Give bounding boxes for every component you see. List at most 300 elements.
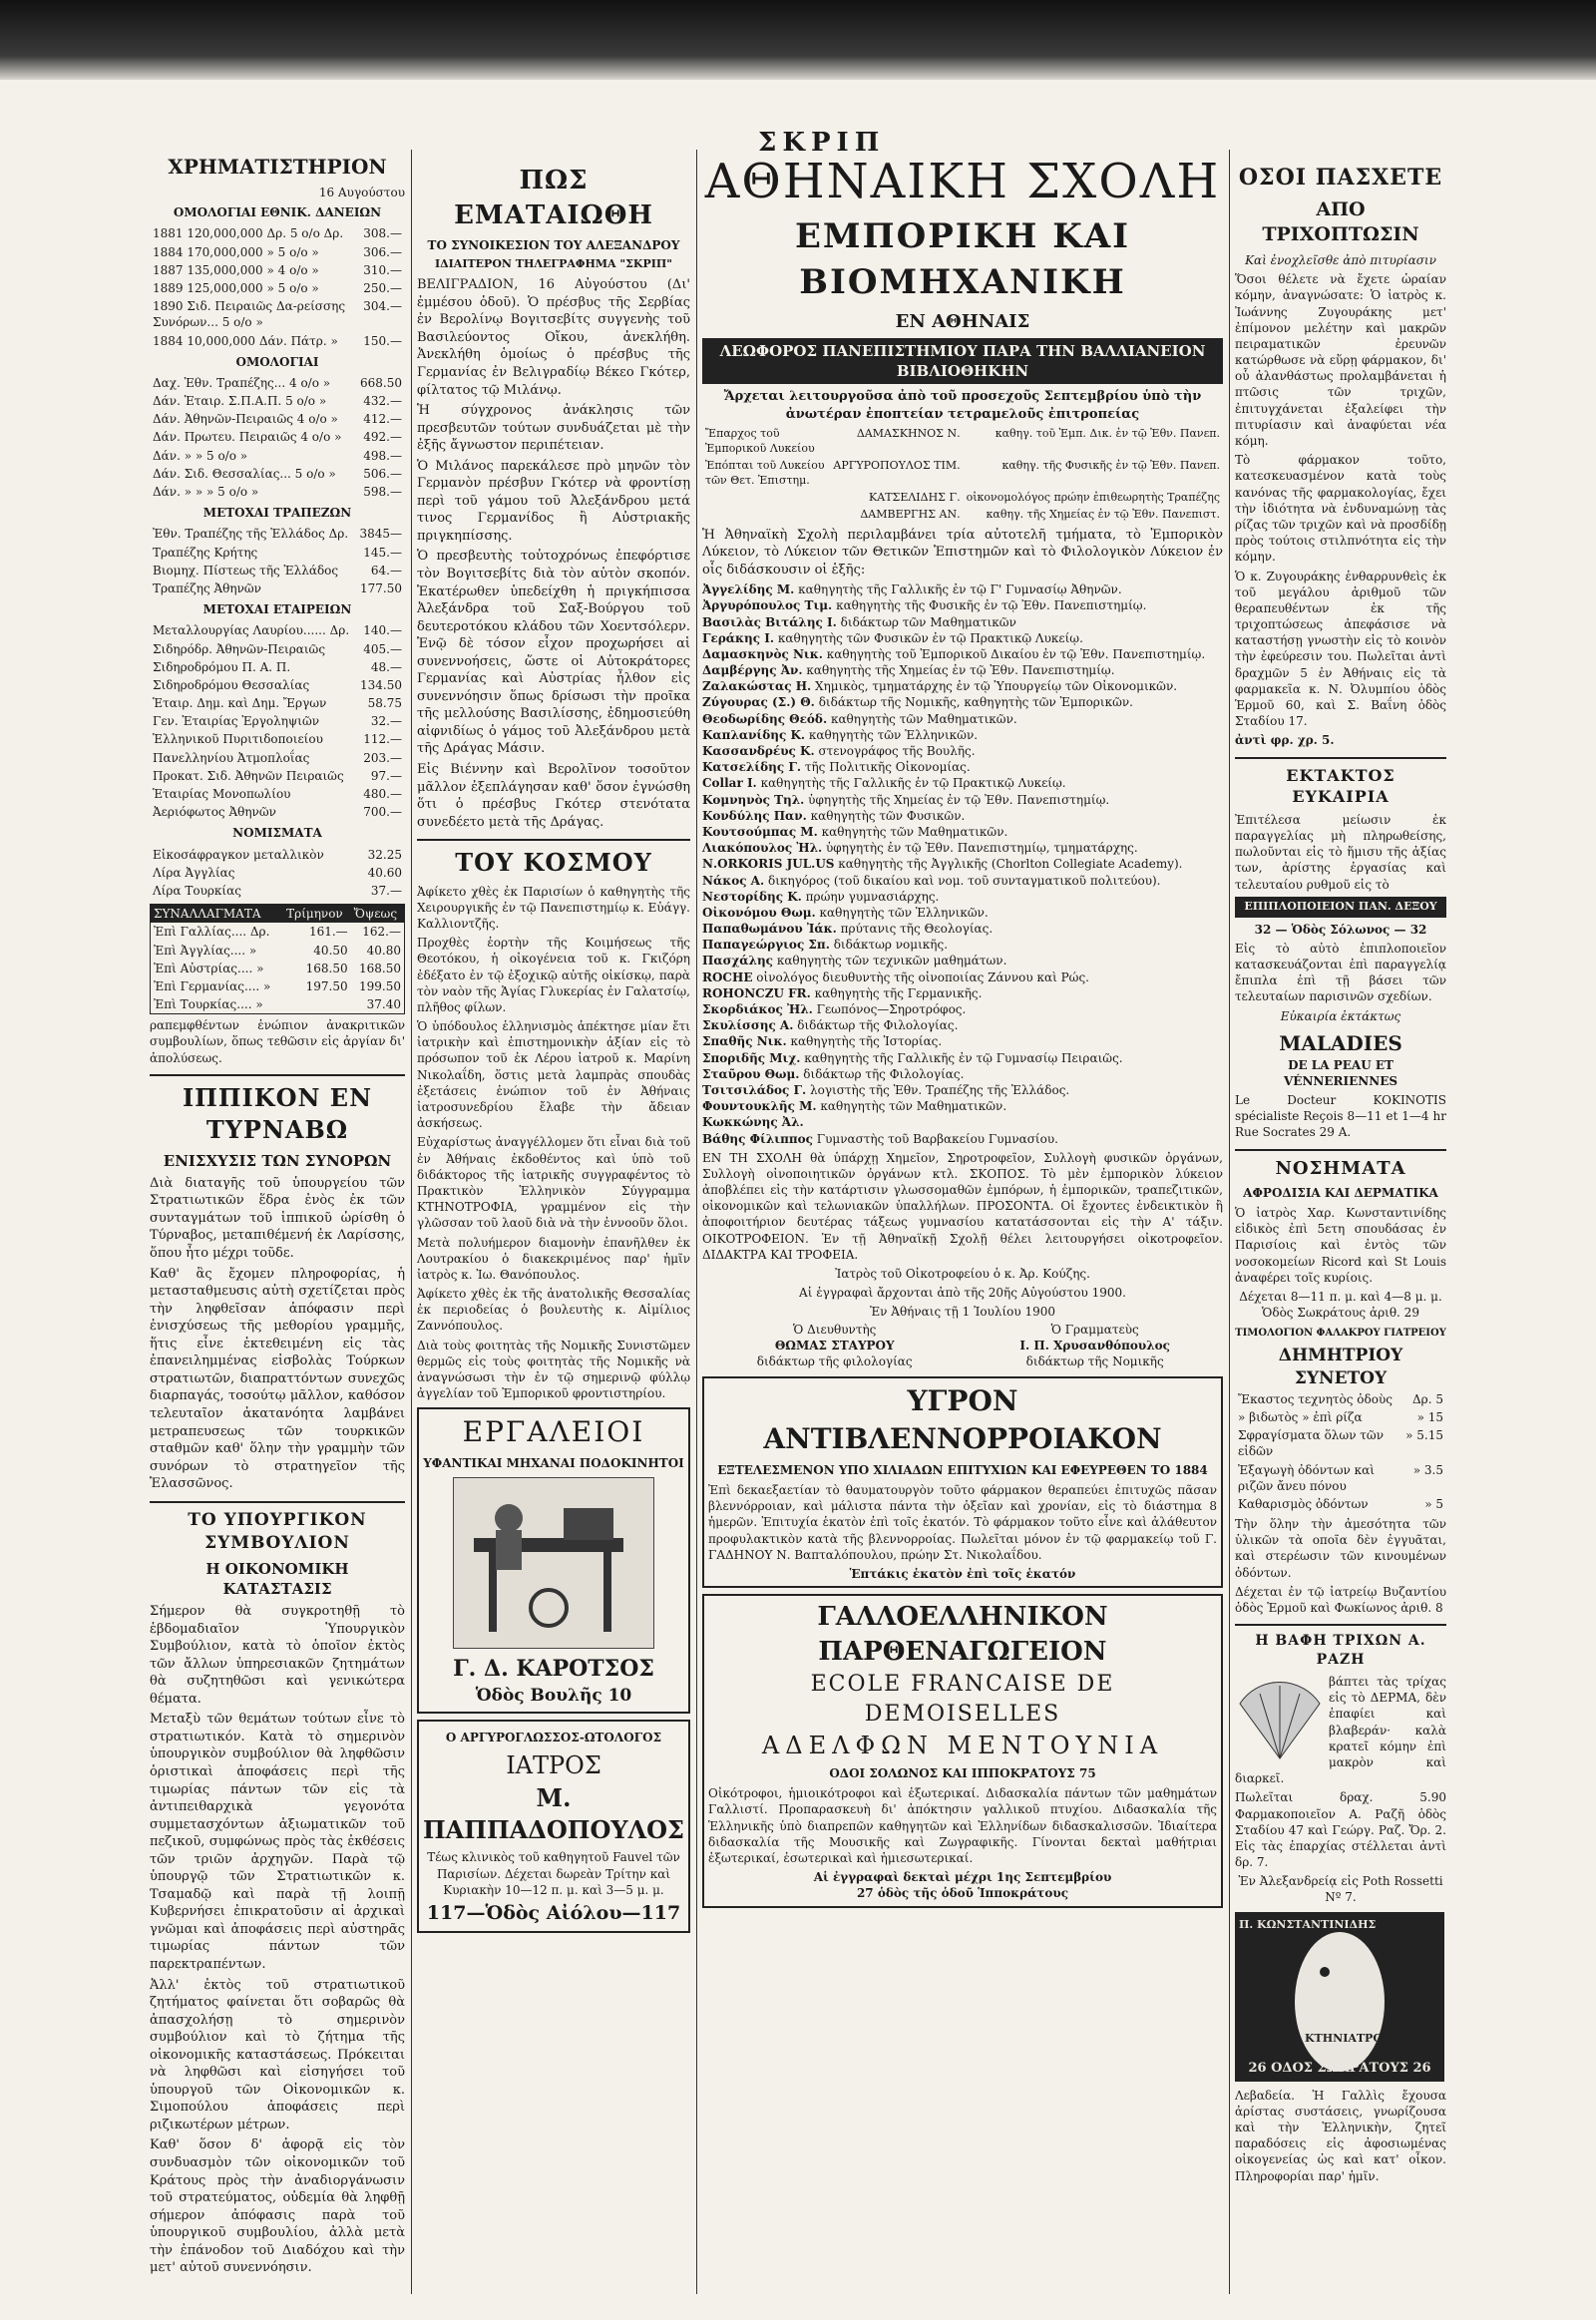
advert-hours: Δέχεται 8—11 π. μ. καὶ 4—8 μ. μ. [1239,1290,1442,1305]
subheadline: ΤΟ ΣΥΝΟΙΚΕΣΙΟΝ ΤΟΥ ΑΛΕΞΑΝΔΡΟΥ [427,238,680,253]
subheadline: ΑΦΡΟΔΙΣΙΑ ΚΑΙ ΔΕΡΜΑΤΙΚΑ [1243,1185,1438,1200]
cell-label: Λίρα Τουρκίας [153,883,241,898]
advert-french-title: ECOLE FRANCAISE DE DEMOISELLES [810,1672,1115,1727]
teacher-role: διδάκτωρ τῆς Νομικῆς, καθηγητὴς τῶν Ἐμπορικῶν. [818,695,1133,710]
cell-label: Ἑταιρ. Δημ. καὶ Δημ. Ἔργων [153,696,327,711]
table-row [150,297,405,331]
headline: ΕΚΤΑΚΤΟΣ ΕΥΚΑΙΡΙΑ [1235,757,1446,808]
scan-top-band [0,0,1596,80]
teacher-role: ὑφηγητὴς τῆς Χημείας ἐν τῷ Ἐθν. Πανεπιστημίῳ. [808,792,1110,807]
teacher-entry [702,630,1223,646]
teachers-list [702,581,1223,1147]
cell-label: 1889 125,000,000 » 5 ο/ο » [153,280,319,295]
teacher-role: καθηγητὴς τῶν Μαθηματικῶν. [821,824,1008,839]
article-paragraph: ΒΕΛΙΓΡΑΔΙΟΝ, 16 Αὐγούστου (Δι' ἐμμέσου ὁδοῦ). Ὁ πρέσβυς τῆς Σερβίας ἐν Βερολίνῳ Βογιτσεβίτς συγγενὴς τοῦ Βασιλεύοντος Οἴκου, ἀνεκλήθη. Ἀνεκλήθη ὁμοίως ὁ πρέσβυς τῆς Γερμανίας ἐν Βελιγραδίῳ Βέκεο Γκότερ, φίλτατος τῷ Μιλάνῳ. [417,277,690,398]
table-row [1235,1426,1446,1460]
teacher-role: καθηγητὴς τῶν Φυσικῶν. [810,808,966,823]
teacher-entry [702,614,1223,630]
shop-name: ΕΠΙΠΛΟΠΟΙΕΙΟΝ ΠΑΝ. ΔΕΞΟΥ [1235,897,1446,918]
cell-value: 58.75 [367,696,402,711]
cell-label: Ἑταιρίας Μονοπωλίου [153,787,291,801]
advert-address: 27 ὁδὸς τῆς ὁδοῦ Ἱπποκράτους [856,1886,1069,1901]
teacher-entry [702,581,1223,597]
table-row [150,694,405,712]
girls-school-advert [702,1594,1223,1907]
table-row [1235,1390,1446,1408]
teacher-name: Βάθης Φίλιππος [702,1131,813,1146]
cell-label: Βιομηχ. Πίστεως τῆς Ἑλλάδος [153,563,339,578]
table-row [151,977,405,995]
school-notes: ΕΝ ΤΗ ΣΧΟΛΗ θὰ ὑπάρχῃ Χημεῖον, Σηροτροφεῖον, Συλλογὴ φυσικῶν ὀργάνων, Συλλογὴ οἰνοποιητικῶν ὀργάνων κτλ. ΣΚΟΠΟΣ. Τὸ μὲν ἐμπορικὸν λύκειον ἀποβλέπει εἰς τὴν κατάρτισιν γλωσσομαθῶν ἐμπόρων, ἡ ἐμπορικῶν, τραπεζιτικῶν, οἰκονομικῶν καὶ τελωνιακῶν ὑπαλλήλων. ΠΡΟΣΟΝΤΑ. Οἱ ἔχοντες ἐνδεικτικὸν ἢ ἀποφοιτήριον δευτέρας τάξεως γυμνασίου κατατάσσονται εἰς τὴν Α' τάξιν. ΟΙΚΟΤΡΟΦΕΙΟΝ. Ἐν τῇ Ἀθηναϊκῇ Σχολῇ θέλει λειτουργήσει οἰκοτροφεῖον. ΔΙΔΑΚΤΡΑ ΚΑΙ ΤΡΟΦΕΙΑ. [702,1150,1223,1262]
advert-name: ΑΔΕΛΦΩΝ ΜΕΝΤΟΥΝΙΑ [761,1731,1164,1759]
cell-value: 306.— [363,244,402,259]
teacher-entry [702,824,1223,840]
advert-address: Ὁδὸς Σωκράτους ἀριθ. 29 [1262,1306,1419,1321]
teacher-entry [702,921,1223,937]
cell-label: Δάν. » » » 5 ο/ο » [153,485,259,499]
section-title: ΜΕΤΟΧΑΙ ΕΤΑΙΡΕΙΩΝ [202,602,352,617]
teacher-name: Ζύγουρας (Σ.) Θ. [702,695,815,710]
cell-value: 700.— [363,805,402,820]
article-paragraph: Διὰ τοὺς φοιτητὰς τῆς Νομικῆς Συνιστῶμεν θερμῶς εἰς τοὺς φοιτητὰς τῆς Νομικῆς νὰ ἀναγνώσωσι τὴν ἐν τῷ σημερινῷ φύλλῳ ἀγγελίαν τοῦ Ἐμπορικοῦ φροντιστηρίου. [417,1338,690,1401]
cell-label: Ἔκαστος τεχνητὸς ὀδοὺς [1238,1391,1393,1406]
advert-address: Ἐν Ἀλεξανδρείᾳ εἰς Pοth Rossetti Nº 7. [1238,1874,1443,1905]
teacher-name: Κομνηνὸς Τηλ. [702,792,805,807]
remedy-advert [702,1376,1223,1588]
cell-label: Ἐπὶ Γερμανίας.... » [154,978,271,993]
table-row [150,712,405,730]
cell-label: Σιδηρόδρ. Ἀθηνῶν-Πειραιῶς [153,641,326,656]
teacher-entry [702,1066,1223,1082]
teacher-entry [702,646,1223,662]
teacher-name: Σκυλίσσης Α. [702,1018,794,1033]
cell-label: 1881 120,000,000 Δρ. 5 ο/ο Δρ. [153,226,344,241]
adverts-column [1235,150,1446,2187]
cell-value [283,995,351,1014]
tools-advert [417,1407,690,1714]
cell-label: Δάν. Πρωτευ. Πειραιῶς 4 ο/ο » [153,430,342,445]
teacher-role: διδάκτωρ τῆς Φιλολογίας. [803,1066,965,1081]
advert-text: Ὅσοι θέλετε νὰ ἔχετε ὡραίαν κόμην, ἀναγνώσατε: Ὁ ἰατρὸς κ. Ἰωάννης Ζυγουράκης μετ' ἐπίμονον μελέτην καὶ μακρῶν πειραματικῶν ἐρευνῶν κατώρθωσε νὰ εὕρῃ φάρμακον, δι' οὗ ἀλανθάστως προλαμβάνεται ἡ πτῶσις τῶν τριχῶν, ἐπιτυγχάνεται ἐξαλείφει τὴν πιτυρίασιν καὶ ἀναφύεται νέα κόμη. [1235,272,1446,449]
subheadline: ΕΝΙΣΧΥΣΙΣ ΤΩΝ ΣΥΝΟΡΩΝ [163,1151,392,1170]
teacher-role: καθηγητὴς τῆς Φυσικῆς ἐν τῷ Ἐθν. Πανεπιστημίῳ. [836,598,1147,613]
cell-value: 37.40 [366,997,401,1012]
cell-value: 40.80 [366,943,401,958]
fx-header: Τρίμηνον [286,907,343,922]
teacher-role: καθηγητὴς τοῦ Ἐμπορικοῦ Δικαίου ἐν τῷ Ἐθν. Πανεπιστημίῳ. [826,646,1206,661]
teacher-entry [702,792,1223,808]
teacher-entry [702,759,1223,775]
table-row [1235,1461,1446,1495]
teacher-name: Σποριδῆς Μιχ. [702,1050,801,1065]
teacher-name: Ἀργυρόπουλος Τιμ. [702,598,833,613]
teacher-entry [702,840,1223,856]
teacher-entry [702,1082,1223,1098]
teacher-name: Οἰκονόμου Θωμ. [702,905,816,920]
table-row [150,767,405,785]
cell-label: Πανελληνίου Ἀτμοπλοΐας [153,750,310,765]
horse-address: 26 ΟΔΟΣ ΣΩΚΡΑΤΟΥΣ 26 [1248,2061,1431,2077]
news-column [417,150,690,1939]
table-row [150,846,405,864]
cell-label: Γεν. Ἑταιρίας Ἐργοληψιῶν [153,714,320,729]
teacher-entry [702,953,1223,968]
teacher-role: καθηγητὴς τῆς Ἱστορίας. [790,1034,943,1049]
cell-label: Καθαρισμὸς ὀδόντων [1238,1496,1369,1511]
advert-text: Τέως κλινικὸς τοῦ καθηγητοῦ Fauvel τῶν Παρισίων. Δέχεται δωρεὰν Τρίτην καὶ Κυριακὴν 10—12 π. μ. καὶ 3—5 μ. μ. [427,1850,680,1897]
teacher-name: Ἀγγελίδης Μ. [702,582,795,597]
advert-title: ΓΑΛΛΟΕΛΛΗΝΙΚΟΝ ΠΑΡΘΕΝΑΓΩΓΕΙΟΝ [817,1602,1108,1668]
teacher-name: Τσιτσιλάδος Γ. [702,1082,807,1097]
cell-label: 1887 135,000,000 » 4 ο/ο » [153,262,319,277]
cell-label: » βιδωτὸς » ἐπὶ ρίζα [1238,1409,1363,1424]
advert-text: Οἰκότροφοι, ἡμιοικότροφοι καὶ ἐξωτερικαί. Διδασκαλία πάντων τῶν μαθημάτων Γαλλιστί. Προπαρασκευὴ δι' ἀπόκτησιν γαλλικοῦ πτυχίου. Διδασκαλία τῆς Ἑλληνικῆς ὑπὸ διαπρεπῶν καθηγητῶν καὶ Ἑλληνίδων διδασκαλισσῶν. Ἰδιαίτερα διδασκαλία τῆς Μουσικῆς καὶ Ζωγραφικῆς. Γίνονται δεκταὶ μαθήτριαι ἐξωτερικαί, ἐσωτερικαὶ καὶ ἡμιεσωτερικαί. [708,1786,1217,1865]
teacher-entry [702,808,1223,824]
teacher-entry [702,1033,1223,1049]
table-row [702,426,1223,458]
cell-value: 197.50 [305,978,348,993]
advert-title: ΥΓΡΟΝ ΑΝΤΙΒΛΕΝΝΟΡΡΟΙΑΚΟΝ [763,1384,1162,1455]
cell-value: 162.— [362,925,401,940]
teacher-name: Κουτσούμπας Μ. [702,824,818,839]
loans-table [150,224,405,349]
bonds-table [150,374,405,501]
cell-value: 97.— [370,768,402,783]
cell-label: Ἐπόπται τοῦ Λυκείου τῶν Θετ. Ἐπιστημ. [705,459,825,487]
teacher-name: Ν.ORKORIS JUL.US [702,857,835,872]
table-row [150,544,405,562]
cell-label: Μεταλλουργίας Λαυρίου...... Δρ. [153,623,350,638]
teacher-name: Δαμβέργης Ἀν. [702,663,803,678]
advert-tag: Ἑπτάκις ἑκατὸν ἐπὶ τοῖς ἑκατόν [849,1566,1076,1581]
cell-label: Σιδηροδρόμου Θεσσαλίας [153,677,310,692]
cell-value: » 3.5 [1412,1462,1443,1477]
headline: ΙΠΠΙΚΟΝ ΕΝ ΤΥΡΝΑΒΩ [150,1074,405,1147]
subheadline: ΤΙΜΟΛΟΓΙΟΝ ΦΑΛΑΚΡΟΥ ΓΙΑΤΡΕΙΟΥ [1235,1328,1446,1340]
cell-value: 506.— [363,466,402,481]
teacher-name: ROHONCZU FR. [702,985,811,1000]
teacher-name: Collar I. [702,776,757,791]
price-table [1235,1390,1446,1513]
cell-value: Δρ. 5 [1412,1391,1443,1406]
teacher-role: πρώην γυμνασιάρχης. [805,889,940,904]
advert-text: Τὸ φάρμακον τοῦτο, κατεσκευασμένον κατὰ τοὺς κανόνας τῆς φαρμακολογίας, ἔχει τὴν ἰδιότητα νὰ ἐνδυναμώνῃ τὰς ρίζας τῶν τριχῶν καὶ νὰ προσδίδῃ πρὸς τούτοις στιλπνότητα εἰς τὴν κόμην. [1235,453,1446,565]
teacher-name: Παπαγεώργιος Σπ. [702,938,830,953]
fan-icon [1235,1674,1325,1763]
sign-title: διδάκτωρ τῆς Νομικῆς [1025,1353,1164,1368]
article-paragraph: Διὰ διαταγῆς τοῦ ὑπουργείου τῶν Στρατιωτικῶν ἕδρα ἐνὸς ἐκ τῶν συνταγμάτων τοῦ ἱππικοῦ ὡρίσθη ὁ Τύρναβος, μεταπιθέμενή ἐκ Λαρίσσης, ὅπου ἦτο μέχρι τοῦδε. [150,1175,405,1262]
cell-value: » 5 [1424,1496,1443,1511]
article-paragraph: Προχθὲς ἑορτὴν τῆς Κοιμήσεως τῆς Θεοτόκου, ἡ οἰκογένεια τοῦ κ. Γκιζόρη ἐδέξατο ἐν τῷ ἐξοχικῷ αὐτῆς οἰκίσκῳ, παρὰ τὸν ναὸν τῆς Ἁγίας Γλυκερίας ἐν Γαλατσίῳ, πλῆθος φίλων. [417,936,690,1014]
table-row [150,243,405,261]
cell-value: 64.— [370,563,402,578]
advert-text: Δέχεται ἐν τῷ ἰατρείῳ Βυζαντίου ὁδὸς Ἑρμοῦ καὶ Φωκίωνος ἀριθ. 8 [1235,1584,1446,1616]
teacher-role: Γυμναστὴς τοῦ Βαρβακείου Γυμνασίου. [816,1131,1058,1146]
teacher-entry [702,985,1223,1001]
teacher-role: καθηγητὴς τῶν Ἑλληνικῶν. [819,905,989,920]
advert-footer: Αἱ ἐγγραφαὶ δεκταὶ μέχρι 1ης Σεπτεμβρίου [813,1870,1112,1885]
table-row [151,923,405,941]
table-row [150,224,405,242]
cell-value: 168.50 [359,961,401,975]
cell-label: Προκατ. Σιδ. Ἀθηνῶν Πειραιῶς [153,768,344,783]
column-rule [1229,150,1230,2294]
cell-value: 199.50 [359,978,401,993]
companies-table [150,621,405,821]
cell-value: 308.— [363,226,402,241]
table-row [150,261,405,279]
section-title: ΝΟΜΙΣΜΑΤΑ [232,826,322,841]
cell-value: καθηγ. τῆς Χημείας ἐν τῷ Ἐθν. Πανεπιστ. [986,507,1220,521]
cell-label: Εἰκοσάφραγκον μεταλλικὸν [153,847,324,862]
fx-header: ΣΥΝΑΛΛΑΓΜΑΤΑ [154,907,261,922]
teacher-entry [702,969,1223,985]
cell-value: 112.— [363,732,402,747]
table-row [150,279,405,297]
advert-name: Γ. Δ. ΚΑΡΟΤΣΟΣ [453,1656,654,1683]
school-applications: Αἱ ἐγγραφαὶ ἄρχονται ἀπὸ τῆς 20ῆς Αὐγούστου 1900. [799,1286,1126,1301]
headline: ΟΣΟΙ ΠΑΣΧΕΤΕ [1238,165,1443,191]
cell-label: Τραπέζης Κρήτης [153,545,258,560]
table-row [150,785,405,803]
table-row [702,490,1223,507]
section-title: ΟΜΟΛΟΓΙΑΙ ΕΘΝΙΚ. ΔΑΝΕΙΩΝ [173,205,382,220]
teacher-role: διδάκτωρ τῶν Μαθηματικῶν [840,614,1016,629]
cell-label: Δάν. » » 5 ο/ο » [153,448,248,463]
table-row [150,428,405,446]
horse-advert [1235,1912,1444,2082]
stock-title: ΧΡΗΜΑΤΙΣΤΗΡΙΟΝ [168,155,387,179]
article-paragraph: Μετὰ πολυήμερον διαμονὴν ἐπανῆλθεν ἐκ Λουτρακίου ὁ διακεκριμένος παρ' ἡμῖν ἰατρὸς κ. Ἰω. Θανόπουλος. [417,1235,690,1282]
advert-text: Ἐπιτέλεσα μείωσιν ἐκ παραγγελίας μὴ πληρωθείσης, πωλοῦνται εἰς τὸ ἥμισυ τῆς ἀξίας των, ἀρίστης ἐργασίας καὶ τελευταίου ρυθμοῦ εἰς τὸ [1235,812,1446,892]
cell-value: 177.50 [360,580,402,595]
teacher-name: Σκορδιάκος Ἠλ. [702,1002,813,1017]
table-row [151,995,405,1014]
table-row [150,864,405,882]
teacher-entry [702,1017,1223,1033]
cell-label: Ἑλληνικοῦ Πυριτιδοποιείου [153,732,323,747]
signatures [702,1321,1223,1371]
masthead: ΣΚΡΙΠ [758,128,886,158]
cell-value: 492.— [363,430,402,445]
advert-text: Ἐπὶ δεκαεξαετίαν τὸ θαυματουργὸν τοῦτο φάρμακον θεραπεύει ἐπιτυχῶς πᾶσαν βλεννόρροιαν, καὶ μάλιστα πάντα τὴν ὀξεῖαν καὶ χρονίαν, εἰς τὸ διάστημα 8 ἡμερῶν. Ἐπιτυχία ἑκατὸν ἐπὶ τοῖς ἑκατόν. Τὸ φάρμακον τοῦτο εἶνε καὶ ἀλάθευτον προφυλακτικὸν κατὰ τῆς βλεννορροίας. Πωλεῖται μόνον ἐν τῷ φαρμακείῳ τοῦ Γ. ΓΑΔΗΝΟΥ Ν. Βαπταλόπουλου, πρώην Στ. Νικολαΐδου. [708,1482,1217,1562]
cell-label [702,507,830,524]
cell-value: 250.— [363,280,402,295]
cell-label: Ἐθν. Τραπέζης τῆς Ἑλλάδος Δρ. [153,527,349,542]
cell-label: Ἐπὶ Τουρκίας.... » [154,997,263,1012]
teacher-role: καθηγητὴς τῶν Φυσικῶν ἐν τῷ Πρακτικῷ Λυκείῳ. [777,630,1083,645]
table-row [150,676,405,694]
article-paragraph: Ὁ ὑπόδουλος ἑλληνισμὸς ἀπέκτησε μίαν ἔτι ἰατρικὴν καὶ ἐπιστημονικὴν ἀξίαν εἰς τὸ πρόσωπον τοῦ ἐκ Λέρου ἰατροῦ κ. Μαρίνη Νικολαΐδη, ὅστις μετὰ λαμπρὰς σπουδὰς ἐξετάσεις ἐνώπιον τοῦ ἐν Ἀθήναις ἰατροσυνεδρίου ἔλαβε τὴν ἄδειαν ἀσκήσεως. [417,1019,690,1131]
school-column [702,150,1223,1914]
article-paragraph: Ἀφίκετο χθὲς ἐκ Παρισίων ὁ καθηγητὴς τῆς Χειρουργικῆς ἐν τῷ Πανεπιστημίῳ κ. Εὐάγγ. Καλλιοντζῆς. [417,884,690,931]
table-row [702,458,1223,490]
teacher-entry [702,743,1223,759]
cell-value: 412.— [363,412,402,427]
school-location: ΕΝ ΑΘΗΝΑΙΣ [895,310,1030,332]
teacher-role: καθηγητὴς τῶν τεχνικῶν μαθημάτων. [776,954,1007,968]
cell-value: 3845— [359,527,402,542]
teacher-role: καθηγητὴς τῆς Γαλλικῆς ἐν τῷ Πρακτικῷ Λυκείῳ. [760,776,1066,791]
cell-value: 432.— [363,394,402,409]
cell-value: οἰκονομολόγος πρώην ἐπιθεωρητὴς Τραπέζης [966,490,1220,504]
teacher-role: διδάκτωρ τῆς Φιλολογίας. [797,1018,959,1033]
sign-date: Ἐν Ἀθήναις τῇ 1 Ἰουλίου 1900 [869,1305,1056,1320]
column-rule [696,150,697,2294]
teacher-name: Κασσανδρέυς Κ. [702,744,815,759]
teacher-role: διδάκτωρ νομικῆς. [833,938,949,953]
table-row [150,374,405,392]
teacher-name: Γεράκης Ι. [702,630,775,645]
cell-label: Ἔπαρχος τοῦ Ἐμπορικοῦ Λυκείου [705,427,815,456]
teacher-role: στενογράφος τῆς Βουλῆς. [818,744,976,759]
fragment-text: ραπεμφθέντων ἐνώπιον ἀνακριτικῶν συμβουλίων, ὅπως τεθῶσιν εἰς ἀργίαν δι' ἀπολύσεως. [150,1018,405,1065]
cell-label [702,490,830,507]
cell-value: 40.60 [367,865,402,880]
cell-value: 32.— [370,714,402,729]
cell-value: 161.— [308,925,348,940]
cell-label: Ἐπὶ Ἀγγλίας.... » [154,943,257,958]
teacher-role: λογιστὴς τῆς Ἐθν. Τραπέζης τῆς Ἑλλάδος. [809,1082,1070,1097]
teacher-entry [702,597,1223,613]
teacher-role: καθηγητὴς τῆς Γαλλικῆς ἐν τῷ Γυμνασίῳ Πειραιῶς. [804,1050,1123,1065]
fx-header: Ὄψεως [353,907,398,922]
teacher-role: καθηγητὴς τῆς Γαλλικῆς ἐν τῷ Γ' Γυμνασίῳ Ἀθηνῶν. [798,582,1122,597]
board-table [702,426,1223,523]
table-row [150,621,405,639]
teacher-name: Καπλανίδης Κ. [702,727,806,742]
table-row [150,580,405,597]
cell-label: Δαχ. Ἐθν. Τραπέζης... 4 ο/ο » [153,375,331,390]
teacher-role: πρύτανις τῆς Θεολογίας. [840,922,994,937]
article-paragraph: Εὐχαρίστως ἀναγγέλλομεν ὅτι εἶναι διὰ τοῦ ἐν Ἀθήναις ἐκδοθέντος καὶ ὑπὸ τοῦ διδάκτορος τῆς ἰατρικῆς συγγραφέντος τὸ Πρακτικὸν Ἑλληνικὸν Σύγγραμμα ΚΤΗΝΟΤΡΟΦΙΑ, γραμμένον εἰς τὴν γλῶσσαν τοῦ λαοῦ διὰ νὰ τὴν ἐννοοῦν ὅλοι. [417,1135,690,1231]
cell-label: Δάν. Ἑταιρ. Σ.Π.Α.Π. 5 ο/ο » [153,394,327,409]
cell-label: Λίρα Ἀγγλίας [153,865,235,880]
cell-value: 40.50 [313,943,348,958]
article-paragraph: Ὁ πρεσβευτὴς τοὐτοχρόνως ἐπεφόρτισε τὸν Βογιτσεβίτς διὰ τὸν αὐτὸν σκοπόν. Ἐκατέρωθεν ὑπεδείχθη ἡ πριγκήπισσα Ἀλεξάνδρα τοῦ Σαξ-Βούργου τοῦ δευτεροτόκου κλάδου τῶν Χοεντσόλερν. Ἐνῷ δὲ τόσον εἶχον προχωρήσει αἱ συνεννοήσεις, ὥστε οἱ Αὐτοκράτορες Γερμανίας καὶ Αὐστρίας ἦλθον εἰς συνεννόησιν ὅπως δρίσωσι τὴν προῖκα τῆς μελλούσης Βασιλίσσης, ἐδημοσιεύθη αἰφνιδίως ὁ γάμος τοῦ Ἀλεξάνδρου μετὰ τῆς Δράγας Μάσιν. [417,549,690,757]
sign-title: διδάκτωρ τῆς φιλολογίας [756,1353,913,1368]
cell-label: Ἐξαγωγὴ ὀδόντων καὶ ριζῶν ἄνευ πόνου [1238,1462,1375,1493]
table-row [151,942,405,960]
horse-label: Π. ΚΩΝΣΤΑΝΤΙΝΙΔΗΣ [1239,1917,1377,1931]
teacher-entry [702,711,1223,727]
teacher-name: Σπαθῆς Νικ. [702,1034,787,1049]
school-intro: Ἄρχεται λειτουργοῦσα ἀπὸ τοῦ προσεχοῦς Σεπτεμβρίου ὑπὸ τὴν ἀνωτέραν ἐποπτείαν τετραμελοῦς ἐπιτροπείας [723,389,1202,422]
cell-value: 140.— [363,623,402,638]
article-paragraph: Ἀφίκετο χθὲς ἐκ τῆς ἀνατολικῆς Θεσσαλίας ἐκ περιοδείας ὁ βουλευτὴς κ. Αἰμίλιος Ζαννόπουλος. [417,1287,690,1334]
table-row [151,960,405,977]
sign-name: ΘΩΜΑΣ ΣΤΑΥΡΟΥ [774,1338,895,1353]
advert-price: ἀντὶ φρ. χρ. 5. [1235,733,1335,748]
teacher-entry [702,775,1223,791]
teacher-entry [702,856,1223,872]
table-row [150,658,405,676]
advert-text: Ὁ ἰατρὸς Χαρ. Κωνσταντινίδης εἰδικὸς ἐπὶ 5ετη σπουδάσας ἐν Παρισίοις καὶ ἐντὸς τῶν νοσοκομείων Ricord καὶ St Louis ἀναφέρει τοῖς κυρίοις. [1235,1206,1446,1285]
cell-value: 134.50 [360,677,402,692]
coins-table [150,846,405,901]
telegram-label: ΙΔΙΑΙΤΕΡΟΝ ΤΗΛΕΓΡΑΦΗΜΑ "ΣΚΡΙΠ" [434,257,673,271]
cell-value: 48.— [370,659,402,674]
teacher-name: ROCHE [702,969,753,984]
school-subtitle: ΕΜΠΟΡΙΚΗ ΚΑΙ ΒΙΟΜΗΧΑΝΙΚΗ [794,215,1131,302]
teacher-name: Βασιλὰς Βιτάλης Ι. [702,614,837,629]
cell-value: » 5.15 [1405,1428,1443,1443]
headline: ΤΟΥ ΚΟΣΜΟΥ [417,839,690,879]
article-paragraph: Ἡ σύγχρονος ἀνάκλησις τῶν πρεσβευτῶν τούτων συνδυάζεται μὲ τὴν ἐξῆς ἄγνωστον περιπέτειαν. [417,403,690,454]
teacher-role: καθηγητὴς τῆς Γερμανικῆς. [814,985,983,1000]
sewing-machine-illustration [453,1477,654,1649]
teacher-name: Κονδύλης Παν. [702,808,807,823]
cell-value: 304.— [363,299,402,314]
cell-value: 668.50 [360,375,402,390]
cell-value: 145.— [363,545,402,560]
cell-value: καθηγ. τῆς Φυσικῆς ἐν τῷ Ἐθν. Πανεπ. [1001,459,1220,473]
cell-label: 1884 170,000,000 » 5 ο/ο » [153,244,319,259]
cell-label: Σφραγίσματα ὅλων τῶν εἰδῶν [1238,1428,1385,1459]
teacher-name: Νάκος Α. [702,873,765,888]
table-row [150,410,405,428]
teacher-name: Δαμασκηνὸς Νικ. [702,646,823,661]
table-row [1235,1408,1446,1426]
advert-subtitle: ΥΦΑΝΤΙΚΑΙ ΜΗΧΑΝΑΙ ΠΟΔΟΚΙΝΗΤΟΙ [423,1456,684,1471]
cell-label: 1890 Σιδ. Πειραιῶς Δα-ρείσσης Συνόρων... 5 ο/ο » [153,299,346,330]
advert-address: ΟΔΟΙ ΣΟΛΩΝΟΣ ΚΑΙ ΙΠΠΟΚΡΑΤΟΥΣ 75 [829,1766,1096,1781]
article-paragraph: Ὁ Μιλάνος παρεκάλεσε πρὸ μηνῶν τὸν Γερμανὸν πρέσβυν Γκότερ νὰ φροντίσῃ περὶ τοῦ γάμου τοῦ Ἀλεξάνδρου μετά τινος Γερμανίδος ἢ Αὐστριακῆς πριγκηπίσσης. [417,458,690,544]
teacher-entry [702,1098,1223,1114]
cell-value: ΔΑΜΑΣΚΗΝΟΣ Ν. [856,427,961,441]
teacher-role: καθηγητὴς τῶν Μαθηματικῶν. [820,1099,1007,1114]
teacher-name: Κωκκώνης Ἀλ. [702,1115,804,1130]
advert-text: Εἰς τὸ αὐτὸ ἐπιπλοποιεῖον κατασκευάζονται ἐπὶ παραγγελίᾳ ἔπιπλα ἐπὶ τῇ βάσει τῶν τελευταίων παρισινῶν σχεδίων. [1235,941,1446,1004]
cell-value: 480.— [363,787,402,801]
teacher-role: ὑφηγητὴς ἐν τῷ Ἐθν. Πανεπιστημίῳ, τμηματάρχης. [826,841,1138,856]
table-row [150,483,405,501]
sign-name: Ι. Π. Χρυσανθόπουλος [1019,1338,1170,1353]
stock-exchange-column [150,150,405,2280]
teacher-role: καθηγητὴς τῶν Μαθηματικῶν. [830,711,1017,726]
advert-text: Ὁ κ. Ζυγουράκης ἐνθαρρυνθεὶς ἐκ τοῦ μεγάλου ἀριθμοῦ τῶν θεραπευθέντων ἐκ τῆς τριχοπτώσεως ἀπεφάσισε νὰ καταστήσῃ γνωστὴν εἰς τὸ κοινὸν τὴν ἐφεύρεσιν του. Πωλεῖται ἀντὶ δραχμῶν 5 ἐν Ἀθήναις εἰς τὰ φαρμακεῖα κ. Ν. Ὀλυμπίου ὁδὸς Ἑρμοῦ 60, καὶ Σ. Βαΐνη ὁδὸς Σταδίου 17. [1235,569,1446,729]
advert-subtitle: ΕΞΤΕΛΕΣΜΕΝΟΝ ΥΠΟ ΧΙΛΙΑΔΩΝ ΕΠΙΤΥΧΙΩΝ ΚΑΙ ΕΦΕΥΡΕΘΕΝ ΤΟ 1884 [717,1462,1208,1477]
cell-label: Σιδηροδρόμου Π. Α. Π. [153,659,291,674]
advert-title: ΙΑΤΡΟΣ [506,1751,601,1780]
cell-value: 598.— [363,485,402,499]
teacher-name: Κατσελίδης Γ. [702,760,802,775]
advert-text: Λεβαδεία. Ἡ Γαλλὶς ἔχουσα ἀρίστας συστάσεις, γνωρίζουσα καὶ τὴν Ἑλληνικὴν, ζητεῖ παραδόσεις εἰς ἀφοσιωμένας οἰκογενείας ὡς καὶ κατ' οἶκον. Πληροφορίαι παρ' ἡμῖν. [1235,2088,1446,2183]
teacher-entry [702,937,1223,953]
advert-note: Καὶ ἐνοχλεῖσθε ἀπὸ πιτυρίασιν [1245,252,1436,267]
table-row [150,749,405,767]
teacher-name: Πασχάλης [702,954,773,968]
article-paragraph: Ἀλλ' ἐκτὸς τοῦ στρατιωτικοῦ ζητήματος φαίνεται ὅτι σοβαρῶς θὰ ἀπασχολήσῃ τὸ σημερινὸν συμβούλιον καὶ τὸ ζήτημα τῆς οἰκονομικῆς καταστάσεως. Πρόκειται νὰ ληφθῶσι καὶ εἰσηγήσει τοῦ ὑπουργοῦ τῶν Οἰκονομικῶν κ. Σιμοπούλου ἀποφάσεις περὶ ριζικωτέρων μέτρων. [150,1977,405,2132]
subheadline: ΑΠΟ ΤΡΙΧΟΠΤΩΣΙΝ [1262,197,1419,246]
table-row [150,562,405,580]
teacher-name: Φουντουκλῆς Μ. [702,1099,817,1114]
cell-value: ΚΑΤΣΕΛΙΔΗΣ Γ. [869,490,961,504]
cell-value: 498.— [363,448,402,463]
teacher-entry [702,727,1223,743]
section-title: ΟΜΟΛΟΓΙΑΙ [235,354,319,369]
teacher-role: Χημικὸς, τμηματάρχης ἐν τῷ Ὑπουργείῳ τῶν Οἰκονομικῶν. [815,679,1178,694]
teacher-name: Ζαλακώστας Η. [702,679,812,694]
cell-value: » 15 [1416,1409,1443,1424]
teacher-entry [702,889,1223,905]
teacher-entry [702,678,1223,694]
advert-address: 117—Ὁδὸς Αἰόλου—117 [426,1901,681,1924]
horse-tag: ΚΤΗΝΙΑΤΡΟΣ [1305,2031,1391,2045]
horse-head-icon [1235,1912,1444,2082]
cell-value: ΔΑΜΒΕΡΓΗΣ ΑΝ. [860,507,961,521]
table-row [150,332,405,350]
